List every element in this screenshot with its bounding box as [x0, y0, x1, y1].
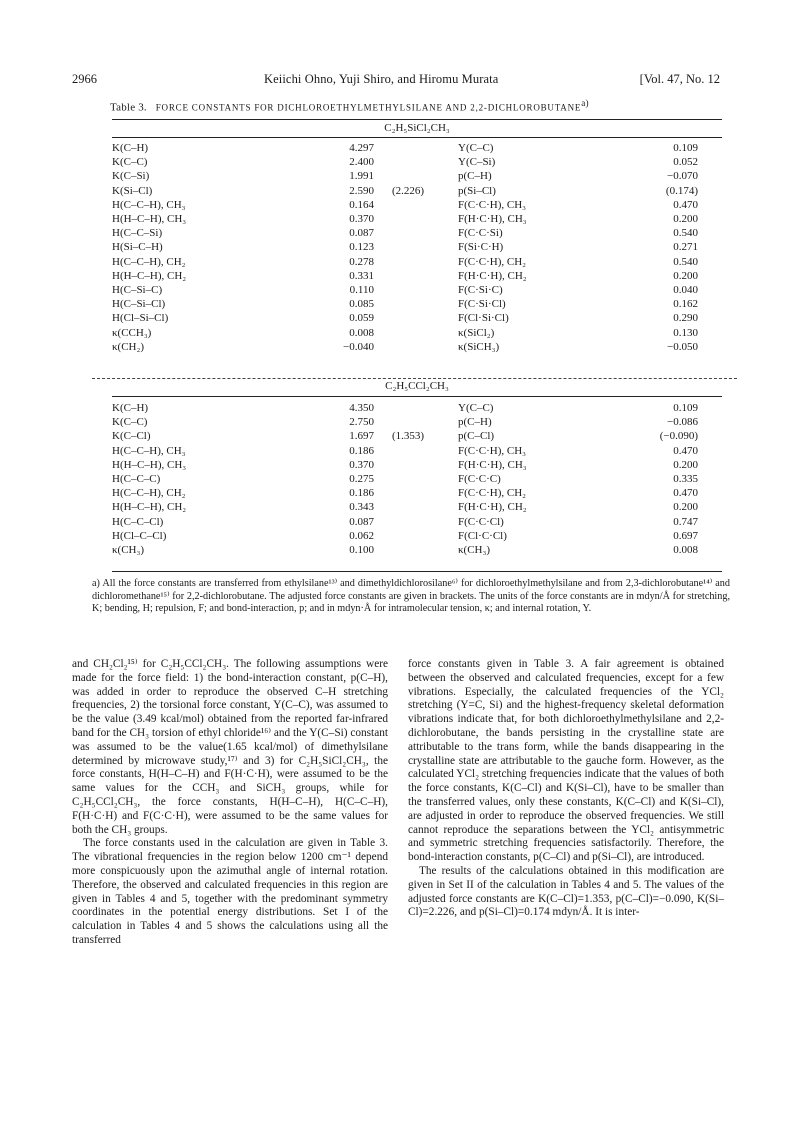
left-constant-value: 0.186: [349, 487, 374, 500]
left-constant-value: 0.087: [349, 515, 374, 528]
left-adjusted-value: [388, 326, 458, 340]
left-adjusted-value: [388, 141, 458, 155]
left-adjusted-value: [388, 529, 458, 543]
right-constant-value: 0.130: [673, 326, 698, 339]
right-constant-name: Y(C–C): [458, 402, 494, 414]
right-constant-value: (0.174): [665, 184, 698, 197]
table-title-ref: a): [581, 98, 589, 108]
table-row: [112, 184, 722, 198]
table-row: [112, 169, 722, 183]
left-adjusted-value: (1.353): [392, 430, 425, 443]
left-constant-value: 0.278: [349, 255, 374, 268]
right-constant-name: F(H·C·H), CH₃: [458, 458, 527, 471]
right-constant-value: −0.070: [667, 170, 698, 183]
left-adjusted-value: [388, 169, 458, 183]
table-row: [112, 429, 722, 443]
left-constant-name: H(C–C–H), CH₃: [112, 444, 186, 457]
right-constant-name: F(H·C·H), CH₂: [458, 501, 527, 514]
table-row: [112, 444, 722, 458]
table-row: [112, 226, 722, 240]
left-constant-value: 2.590: [349, 184, 374, 197]
left-constant-value: 0.343: [349, 501, 374, 514]
left-constant-name: H(H–C–H), CH₃: [112, 458, 187, 471]
left-constant-value: −0.040: [343, 340, 374, 353]
left-constant-value: 0.110: [349, 284, 374, 297]
table-row: [112, 458, 722, 472]
left-adjusted-value: [388, 500, 458, 514]
left-adjusted-value: [388, 255, 458, 269]
left-adjusted-value: [388, 198, 458, 212]
right-constant-name: F(Cl·Si·Cl): [458, 312, 509, 325]
left-adjusted-value: [388, 155, 458, 169]
right-constant-value: 0.271: [673, 241, 698, 254]
left-constant-name: K(C–C): [112, 156, 148, 169]
right-constant-value: 0.200: [673, 269, 698, 282]
left-constant-name: H(H–C–H), CH₃: [112, 213, 187, 226]
right-constant-name: Y(C–C): [458, 142, 494, 154]
authors: Keiichi Ohno, Yuji Shiro, and Hiromu Murata: [264, 72, 499, 86]
left-constant-value: 2.750: [349, 416, 374, 429]
table-row: [112, 198, 722, 212]
left-constant-name: κ(CCH₃): [112, 326, 152, 339]
right-constant-value: 0.470: [673, 487, 698, 500]
left-constant-name: H(C–Si–C): [112, 284, 163, 297]
running-header: [72, 72, 720, 88]
right-constant-value: 0.697: [673, 529, 698, 542]
page-number: 2966: [72, 72, 97, 86]
right-constant-value: 0.200: [673, 458, 698, 471]
right-constant-value: 0.470: [673, 198, 698, 211]
left-constant-name: H(H–C–H), CH₂: [112, 501, 187, 514]
right-constant-name: F(C·C·H), CH₃: [458, 444, 527, 457]
force-constant-table-2: [112, 401, 722, 557]
right-constant-name: F(C·C·H), CH₂: [458, 487, 527, 500]
right-constant-name: F(H·C·H), CH₂: [458, 269, 527, 282]
right-constant-value: 0.109: [673, 142, 698, 154]
right-constant-value: 0.040: [673, 284, 698, 297]
table-label: Table 3.: [110, 101, 147, 114]
left-constant-value: 0.087: [349, 227, 374, 240]
table-top-rule: [112, 119, 722, 120]
right-constant-value: (−0.090): [659, 430, 698, 443]
left-adjusted-value: [388, 486, 458, 500]
table-row: [112, 141, 722, 155]
left-adjusted-value: [388, 226, 458, 240]
left-constant-name: κ(CH₂): [112, 340, 144, 353]
left-constant-value: 0.008: [349, 326, 374, 339]
right-constant-name: κ(CH₃): [458, 544, 490, 557]
table-row: [112, 472, 722, 486]
left-adjusted-value: [388, 240, 458, 254]
table-row: [112, 297, 722, 311]
right-constant-value: 0.540: [673, 255, 698, 268]
left-adjusted-value: (2.226): [392, 184, 425, 197]
left-adjusted-value: [388, 297, 458, 311]
left-constant-name: H(H–C–H), CH₂: [112, 269, 187, 282]
right-constant-name: p(C–H): [458, 170, 492, 183]
left-constant-value: 4.297: [349, 142, 374, 154]
left-adjusted-value: [388, 515, 458, 529]
right-constant-name: Y(C–Si): [458, 156, 496, 169]
left-constant-value: 1.991: [349, 170, 374, 183]
left-constant-value: 0.275: [349, 473, 374, 486]
right-constant-name: F(H·C·H), CH₃: [458, 213, 527, 226]
table-title: FORCE CONSTANTS FOR DICHLOROETHYLMETHYLSILANE AND 2,2-DICHLOROBUTANE: [155, 102, 582, 113]
right-constant-value: 0.540: [673, 227, 698, 240]
section-divider: [92, 378, 737, 379]
right-constant-name: κ(SiCl₂): [458, 326, 495, 339]
left-paragraph-2: The force constants used in the calculation are given in Table 3. The vibrational frequencies in the region below 1200 cm⁻¹ depend more conspicuously upon the azimuthal angle of internal rotation. Therefore, the observed and calculated frequencies in this region are given in Tables 4 and 5, together with the predominant symmetry coordinates in the potential energy distributions. Set I of the calculation in Tables 4 and 5 shows the calculations using all the transferred: [72, 837, 388, 946]
table-row: [112, 269, 722, 283]
left-adjusted-value: [388, 472, 458, 486]
table-bottom-rule: [112, 571, 722, 572]
left-adjusted-value: [388, 415, 458, 429]
right-paragraph-2: The results of the calculations obtained in this modification are given in Set II of the calculation in Tables 4 and 5. The values of the adjusted force constants are K(C–Cl)=1.353, p(C–Cl)=−0.090, K(Si–Cl)=2.226, and p(Si–Cl)=0.174 mdyn/Å. It is inter-: [408, 864, 724, 919]
table-row: [112, 283, 722, 297]
left-constant-value: 0.370: [349, 458, 374, 471]
right-constant-value: 0.052: [673, 156, 698, 169]
left-constant-value: 0.059: [349, 312, 374, 325]
left-adjusted-value: [388, 283, 458, 297]
section-2-heading: C₂H₅CCl₂CH₃: [385, 380, 449, 392]
left-constant-value: 0.331: [349, 269, 374, 282]
right-constant-value: 0.200: [673, 213, 698, 226]
left-constant-name: H(C–C–H), CH₃: [112, 198, 186, 211]
table-row: [112, 340, 722, 354]
left-paragraph-1: and CH₂Cl₂¹⁵⁾ for C₂H₅CCl₂CH₃. The following assumptions were made for the force field: 1) the bond-interaction constant, p(C–H), was added in order to reproduce the observed C–H stretching frequencies, 2) the torsional force constant, Y(C–C), was assumed to be the value (3.49 kcal/mol) obtained from the reported far-infrared band for the CH₃ torsion of ethyl chloride¹⁶⁾ and the Y(C–Si) constant was assumed to be the value(1.65 kcal/mol) of dimethylsilane determined by microwave study,¹⁷⁾ and 3) for C₂H₅SiCl₂CH₃, the force constants, H(H–C–H) and F(H·C·H), were assumed to be the same values for the CCH₃ and SiCH₃ groups, while for C₂H₅CCl₂CH₃, the force constants, H(H–C–H), H(C–C–H), F(H·C·H) and F(C·C·H), were assumed to be the same values for both the CH₃ groups.: [72, 658, 388, 836]
left-constant-name: H(Si–C–H): [112, 241, 163, 254]
left-constant-name: H(C–C–Cl): [112, 515, 164, 528]
table-caption: [110, 98, 730, 114]
right-constant-name: F(Cl·C·Cl): [458, 529, 507, 542]
right-constant-name: p(Si–Cl): [458, 184, 496, 197]
left-adjusted-value: [388, 543, 458, 557]
right-constant-value: 0.162: [673, 298, 698, 311]
table-row: [112, 240, 722, 254]
left-constant-value: 4.350: [349, 402, 374, 414]
left-constant-name: H(C–C–H), CH₂: [112, 487, 186, 500]
left-text-column: [72, 658, 388, 948]
section-2-heading-rule: [112, 396, 722, 397]
left-constant-value: 1.697: [349, 430, 374, 443]
table-row: [112, 212, 722, 226]
left-adjusted-value: [388, 212, 458, 226]
table-row: [112, 401, 722, 415]
left-constant-name: K(C–C): [112, 416, 148, 429]
right-constant-name: F(C·Si·Cl): [458, 298, 506, 311]
right-constant-value: 0.008: [673, 544, 698, 557]
left-constant-name: K(Si–Cl): [112, 184, 153, 197]
right-constant-name: F(C·C·Si): [458, 227, 503, 240]
right-constant-value: 0.335: [673, 473, 698, 486]
right-constant-name: F(C·C·H), CH₂: [458, 255, 527, 268]
right-constant-name: p(C–H): [458, 416, 492, 429]
right-constant-value: 0.747: [673, 515, 698, 528]
left-constant-name: H(C–Si–Cl): [112, 298, 166, 311]
right-constant-name: F(C·Si·C): [458, 284, 503, 297]
left-constant-name: K(C–Si): [112, 170, 150, 183]
right-constant-value: 0.109: [673, 402, 698, 414]
left-constant-value: 0.370: [349, 213, 374, 226]
table-row: [112, 543, 722, 557]
table-row: [112, 415, 722, 429]
table-row: [112, 326, 722, 340]
left-constant-name: H(Cl–C–Cl): [112, 529, 167, 542]
table-row: [112, 155, 722, 169]
right-constant-name: κ(SiCH₃): [458, 340, 500, 353]
force-constant-table-1: [112, 141, 722, 354]
left-adjusted-value: [388, 458, 458, 472]
right-constant-value: 0.200: [673, 501, 698, 514]
left-constant-name: H(C–C–H), CH₂: [112, 255, 186, 268]
table-row: [112, 311, 722, 325]
table-row: [112, 529, 722, 543]
left-constant-value: 2.400: [349, 156, 374, 169]
volume-info: [Vol. 47, No. 12: [639, 72, 720, 86]
right-constant-value: 0.290: [673, 312, 698, 325]
table-row: [112, 255, 722, 269]
right-constant-name: F(Si·C·H): [458, 241, 504, 254]
left-constant-name: H(Cl–Si–Cl): [112, 312, 169, 325]
table-row: [112, 486, 722, 500]
left-adjusted-value: [388, 269, 458, 283]
left-constant-value: 0.186: [349, 444, 374, 457]
left-constant-value: 0.123: [349, 241, 374, 254]
table-row: [112, 500, 722, 514]
left-constant-name: K(C–H): [112, 402, 149, 414]
right-constant-name: F(C·C·H), CH₃: [458, 198, 527, 211]
left-constant-value: 0.100: [349, 544, 374, 557]
left-constant-value: 0.085: [349, 298, 374, 311]
left-adjusted-value: [388, 401, 458, 415]
right-constant-value: 0.470: [673, 444, 698, 457]
left-constant-name: H(C–C–Si): [112, 227, 163, 240]
right-text-column: [408, 658, 724, 920]
right-paragraph-1: force constants given in Table 3. A fair agreement is obtained between the observed and calculated frequencies, except for a few vibrations. Especially, the calculated frequencies of the YCl₂ stretching (Y=C, Si) and the highest-frequency skeletal deformation vibrations indicate that, for both dichloroethylmethylsilane and 2,2-dichlorobutane, the bands persisting in the crystalline state are attributable to the trans form, while the bands disappearing in the crystalline state are attributable to the gauche form. However, as the calculated YCl₂ stretching frequencies indicate that the values of both the force constants, K(C–Cl) and K(Si–Cl), have to be smaller than the transferred values, only these constants, K(C–Cl) and K(Si–Cl), are adjusted in order to reproduce the observed frequencies. We still cannot reproduce the separations between the YCl₂ antisymmetric and symmetric stretching frequencies satisfactorily. Therefore, the bond-interaction constants, p(C–Cl) and p(Si–Cl), are introduced.: [408, 658, 724, 864]
table-footnote: a) All the force constants are transferred from ethylsilane¹³⁾ and dimethyldichlorosilane⁶⁾ for dichloroethylmethylsilane and from 2,3-dichlorobutane¹⁴⁾ and dichloromethane¹⁵⁾ for 2,2-dichlorobutane. The adjusted force constants are given in brackets. The units of the force constants are in mdyn/Å for stretching, K; bending, H; repulsion, F; and bond-interaction, p; and in mdyn·Å for intramolecular tension, κ; and internal rotation, Y.: [92, 578, 730, 615]
left-adjusted-value: [388, 311, 458, 325]
right-constant-name: F(C·C·Cl): [458, 515, 504, 528]
right-constant-value: −0.050: [667, 340, 698, 353]
left-constant-name: K(C–Cl): [112, 430, 151, 443]
left-constant-value: 0.164: [349, 198, 374, 211]
left-constant-name: H(C–C–C): [112, 473, 161, 486]
left-adjusted-value: [388, 340, 458, 354]
right-constant-name: F(C·C·C): [458, 473, 501, 486]
left-constant-name: κ(CH₃): [112, 544, 144, 557]
table-row: [112, 515, 722, 529]
left-constant-name: K(C–H): [112, 142, 149, 154]
left-adjusted-value: [388, 444, 458, 458]
left-constant-value: 0.062: [349, 529, 374, 542]
section-1-heading-rule: [112, 137, 722, 138]
right-constant-value: −0.086: [667, 416, 698, 429]
section-1-heading: C₂H₅SiCl₂CH₃: [384, 122, 450, 134]
right-constant-name: p(C–Cl): [458, 430, 495, 443]
